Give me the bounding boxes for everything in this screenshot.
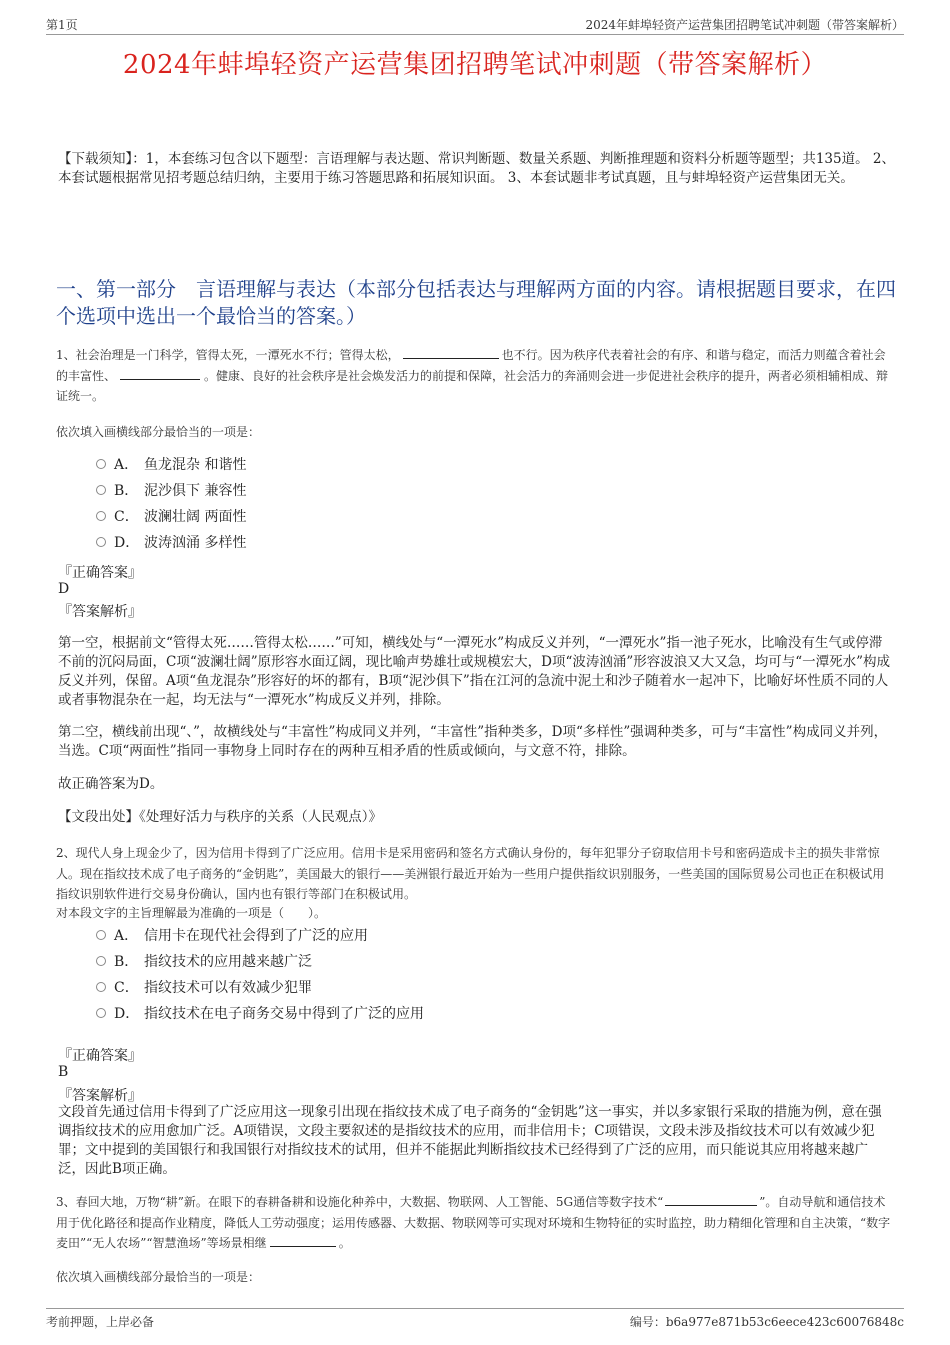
page-footer	[46, 1308, 904, 1329]
radio-icon[interactable]	[96, 537, 106, 547]
q1-analysis-1: 第一空，根据前文“管得太死……管得太松……”可知，横线处与“一潭死水”构成反义并列，“一潭死水”指一池子死水，比喻没有生气或停滞不前的沉闷局面，C项“波澜壮阔”原形容水面辽阔，现比喻声势雄壮或规模宏大，D项“波涛汹涌”形容波浪又大又急，均可与“一潭死水”构成反义并列，保留。A项“鱼龙混杂”形容好的坏的都有，B项“泥沙俱下”指在江河的急流中泥土和沙子随着水一起冲下，比喻好坏性质不同的人或者事物混杂在一起，均无法与“一潭死水”构成反义并列，排除。	[58, 635, 891, 708]
radio-icon[interactable]	[96, 982, 106, 992]
q2-option-a[interactable]: A． 信用卡在现代社会得到了广泛的应用	[96, 926, 368, 946]
footer-slogan: 考前押题，上岸必备	[46, 1315, 155, 1329]
q1-analysis-2: 第二空，横线前出现“、”，故横线处与“丰富性”构成同义并列，“丰富性”指种类多，D项“多样性”强调种类多，可与“丰富性”构成同义并列，当选。C项“两面性”指同一事物身上同时存在的两种互相矛盾的性质或倾向，与文意不符，排除。	[58, 724, 888, 759]
q1-source: 【文段出处】《处理好活力与秩序的关系（人民观点）》	[58, 809, 382, 825]
q2-answer: B	[58, 1064, 69, 1080]
correct-answer-label: 『正确答案』	[58, 565, 142, 581]
header-doc-title: 2024年蚌埠轻资产运营集团招聘笔试冲刺题（带答案解析）	[585, 18, 904, 32]
q1-answer: D	[58, 581, 70, 597]
page-title: 2024年蚌埠轻资产运营集团招聘笔试冲刺题（带答案解析）	[122, 50, 828, 80]
analysis-label: 『答案解析』	[58, 1088, 142, 1104]
question-1-prompt: 依次填入画横线部分最恰当的一项是：	[56, 425, 261, 439]
question-2-prompt: 对本段文字的主旨理解最为准确的一项是（ ）。	[56, 906, 327, 920]
page-header	[46, 14, 904, 35]
q2-analysis: 文段首先通过信用卡得到了广泛应用这一现象引出现在指纹技术成了电子商务的“金钥匙”这一事实，并以多家银行采取的措施为例，意在强调指纹技术的应用愈加广泛。A项错误，文段主要叙述的是指纹技术的应用，而非信用卡；C项错误，文段未涉及指纹技术可以有效减少犯罪；文中提到的美国银行和我国银行对指纹技术的试用，但并不能据此判断指纹技术已经得到了广泛的应用，而只能说其应用将越来越广泛，因此B项正确。	[58, 1104, 882, 1177]
q2-option-c[interactable]: C． 指纹技术可以有效减少犯罪	[96, 978, 312, 998]
download-notice: 【下载须知】：1，本套练习包含以下题型：言语理解与表达题、常识判断题、数量关系题、判断推理题和资料分析题等题型；共135道。 2、本套试题根据常见招考题总结归纳，主要用于练习答题思路和拓展知识面。 3、本套试题非考试真题，且与蚌埠轻资产运营集团无关。	[58, 151, 895, 186]
radio-icon[interactable]	[96, 930, 106, 940]
fill-blank	[120, 367, 200, 380]
radio-icon[interactable]	[96, 511, 106, 521]
question-3-prompt: 依次填入画横线部分最恰当的一项是：	[56, 1270, 261, 1284]
radio-icon[interactable]	[96, 956, 106, 966]
analysis-label: 『答案解析』	[58, 604, 142, 620]
correct-answer-label: 『正确答案』	[58, 1048, 142, 1064]
q1-option-a[interactable]: A． 鱼龙混杂 和谐性	[96, 455, 246, 475]
q1-option-b[interactable]: B． 泥沙俱下 兼容性	[96, 481, 246, 501]
section-title: 一、第一部分 言语理解与表达（本部分包括表达与理解两方面的内容。请根据题目要求，在四个选项中选出一个最恰当的答案。）	[56, 277, 896, 328]
q2-option-d[interactable]: D． 指纹技术在电子商务交易中得到了广泛的应用	[96, 1004, 424, 1024]
radio-icon[interactable]	[96, 459, 106, 469]
fill-blank	[270, 1234, 336, 1247]
fill-blank	[665, 1193, 757, 1206]
question-2-text: 2、现代人身上现金少了，因为信用卡得到了广泛应用。信用卡是采用密码和签名方式确认身份的，每年犯罪分子窃取信用卡号和密码造成卡主的损失非常惊人。现在指纹技术成了电子商务的“金钥匙”，美国最大的银行——美洲银行最近开始为一些用户提供指纹识别服务，一些美国的国际贸易公司也正在积极试用指纹识别软件进行交易身份确认，国内也有银行等部门在积极试用。	[56, 846, 885, 901]
fill-blank	[403, 346, 499, 359]
page-number: 第1页	[46, 18, 78, 32]
q2-option-b[interactable]: B． 指纹技术的应用越来越广泛	[96, 952, 312, 972]
question-3-text: 3、春回大地，万物“耕”新。在眼下的春耕备耕和设施化种养中，大数据、物联网、人工智能、5G通信等数字技术“ ”。自动导航和通信技术用于优化路径和提高作业精度，降低人工劳动强度；运用传感器、大数据、物联网等可实现对环境和生物特征的实时监控，助力精细化管理和自主决策，“数字麦田”“无人农场”“智慧渔场”等场景相继 。	[56, 1195, 891, 1250]
footer-serial: 编号：b6a977e871b53c6eece423c60076848c	[629, 1315, 904, 1329]
q1-option-d[interactable]: D． 波涛汹涌 多样性	[96, 533, 246, 553]
q1-conclusion: 故正确答案为D。	[58, 776, 164, 792]
question-1-text: 1、社会治理是一门科学，管得太死，一潭死水不行；管得太松， 也不行。因为秩序代表着社会的有序、和谐与稳定，而活力则蕴含着社会的丰富性、 。健康、良好的社会秩序是社会焕发活力的前提和保障，社会活力的奔涌则会进一步促进社会秩序的提升，两者必须相辅相成、辩证统一。	[56, 348, 889, 403]
radio-icon[interactable]	[96, 1008, 106, 1018]
radio-icon[interactable]	[96, 485, 106, 495]
q1-option-c[interactable]: C． 波澜壮阔 两面性	[96, 507, 246, 527]
